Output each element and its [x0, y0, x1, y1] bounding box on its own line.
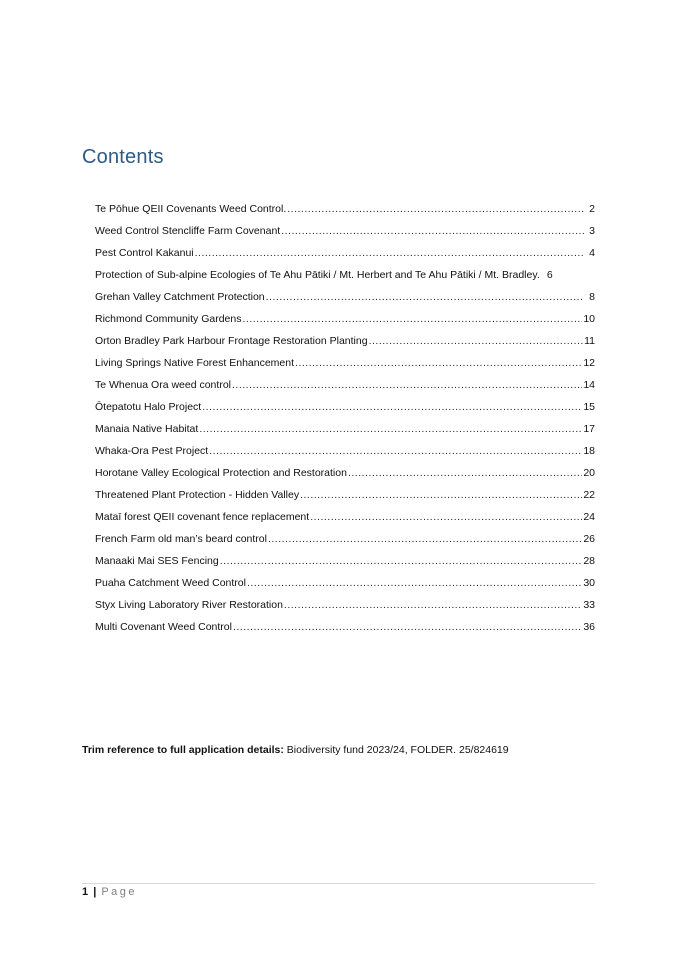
- toc-entry[interactable]: [95, 198, 595, 220]
- footer-divider: [82, 883, 595, 884]
- toc-entry-title: Te Whenua Ora weed control: [95, 379, 231, 391]
- toc-dot-leader: [281, 220, 584, 242]
- toc-entry[interactable]: [95, 462, 595, 484]
- toc-entry-title: Threatened Plant Protection - Hidden Valley: [95, 489, 300, 501]
- toc-entry[interactable]: [95, 264, 595, 286]
- page-footer: [82, 886, 137, 898]
- toc-entry-title: Te Pōhue QEII Covenants Weed Control.: [95, 203, 287, 215]
- toc-entry-title: Richmond Community Gardens: [95, 313, 242, 325]
- toc-entry[interactable]: [95, 220, 595, 242]
- toc-entry[interactable]: [95, 396, 595, 418]
- contents-heading: Contents: [82, 146, 164, 168]
- toc-dot-leader: [247, 572, 582, 594]
- toc-entry-page-number: 26: [583, 533, 595, 545]
- toc-entry-page-number: 11: [584, 335, 595, 347]
- toc-dot-leader: [348, 462, 582, 484]
- toc-dot-leader: [199, 418, 582, 440]
- trim-reference-value: Biodiversity fund 2023/24, FOLDER. 25/824619: [283, 744, 509, 756]
- toc-entry-page-number: 3: [589, 225, 595, 237]
- toc-entry-page-number: 17: [583, 423, 595, 435]
- toc-entry-page-number: 10: [583, 313, 595, 325]
- toc-entry[interactable]: [95, 418, 595, 440]
- toc-entry-title: Styx Living Laboratory River Restoration: [95, 599, 283, 611]
- toc-dot-leader: [220, 550, 583, 572]
- toc-entry-page-number: 20: [583, 467, 595, 479]
- toc-entry[interactable]: [95, 616, 595, 638]
- footer-page-word: Page: [101, 886, 138, 898]
- toc-entry-page-number: 8: [589, 291, 595, 303]
- toc-entry-title: Multi Covenant Weed Control: [95, 621, 232, 633]
- toc-entry[interactable]: [95, 572, 595, 594]
- toc-dot-leader: [287, 198, 584, 220]
- toc-entry[interactable]: [95, 286, 595, 308]
- toc-entry[interactable]: [95, 594, 595, 616]
- toc-entry-page-number: 2: [589, 203, 595, 215]
- toc-entry[interactable]: [95, 352, 595, 374]
- trim-reference-label: Trim reference to full application details:: [82, 744, 284, 756]
- toc-entry[interactable]: [95, 506, 595, 528]
- trim-reference: [82, 744, 509, 756]
- toc-entry-page-number: 36: [583, 621, 595, 633]
- toc-dot-leader: [295, 352, 582, 374]
- toc-dot-leader: [233, 616, 582, 638]
- toc-entry-page-number: 12: [583, 357, 595, 369]
- toc-entry[interactable]: [95, 550, 595, 572]
- table-of-contents: [95, 198, 595, 638]
- footer-page-number: 1: [82, 886, 89, 898]
- toc-entry[interactable]: [95, 308, 595, 330]
- toc-entry[interactable]: [95, 330, 595, 352]
- toc-entry-page-number: 22: [583, 489, 595, 501]
- toc-entry-title: Mataī forest QEII covenant fence replacement: [95, 511, 310, 523]
- toc-entry-title: Grehan Valley Catchment Protection: [95, 291, 265, 303]
- toc-dot-leader: [369, 330, 584, 352]
- toc-entry-page-number: 4: [589, 247, 595, 259]
- toc-entry-title: French Farm old man’s beard control: [95, 533, 267, 545]
- toc-dot-leader: [209, 440, 582, 462]
- toc-entry-page-number: 24: [583, 511, 595, 523]
- toc-entry-page-number: 14: [583, 379, 595, 391]
- toc-entry[interactable]: [95, 440, 595, 462]
- toc-dot-leader: [284, 594, 582, 616]
- toc-entry-page-number: 15: [583, 401, 595, 413]
- toc-dot-leader: [310, 506, 582, 528]
- toc-entry-title: Orton Bradley Park Harbour Frontage Restoration Planting: [95, 335, 368, 347]
- toc-entry[interactable]: [95, 484, 595, 506]
- toc-entry-title: Living Springs Native Forest Enhancement: [95, 357, 295, 369]
- toc-dot-leader: [268, 528, 582, 550]
- toc-entry-page-number: 6: [546, 269, 553, 281]
- toc-entry[interactable]: [95, 528, 595, 550]
- toc-entry-title: Manaaki Mai SES Fencing: [95, 555, 219, 567]
- toc-entry-title: Whaka-Ora Pest Project: [95, 445, 209, 457]
- toc-entry[interactable]: [95, 374, 595, 396]
- toc-entry-title: Weed Control Stencliffe Farm Covenant: [95, 225, 281, 237]
- toc-dot-leader: [195, 242, 584, 264]
- toc-entry-title: Ōtepatotu Halo Project: [95, 401, 202, 413]
- toc-dot-leader: [300, 484, 582, 506]
- toc-dot-leader: [202, 396, 582, 418]
- toc-entry-page-number: 18: [583, 445, 595, 457]
- toc-entry-title: Puaha Catchment Weed Control: [95, 577, 246, 589]
- toc-dot-leader: [266, 286, 584, 308]
- toc-entry[interactable]: [95, 242, 595, 264]
- toc-entry-page-number: 33: [583, 599, 595, 611]
- toc-dot-leader: [242, 308, 582, 330]
- toc-entry-page-number: 28: [583, 555, 595, 567]
- toc-entry-title: Protection of Sub-alpine Ecologies of Te Ahu Pātiki / Mt. Herbert and Te Ahu Pātiki / Mt. Bradley.: [95, 269, 540, 281]
- toc-entry-page-number: 30: [583, 577, 595, 589]
- footer-separator: |: [93, 886, 97, 898]
- toc-entry-title: Manaia Native Habitat: [95, 423, 199, 435]
- toc-entry-title: Horotane Valley Ecological Protection and Restoration: [95, 467, 347, 479]
- toc-entry-title: Pest Control Kakanui: [95, 247, 194, 259]
- toc-dot-leader: [232, 374, 582, 396]
